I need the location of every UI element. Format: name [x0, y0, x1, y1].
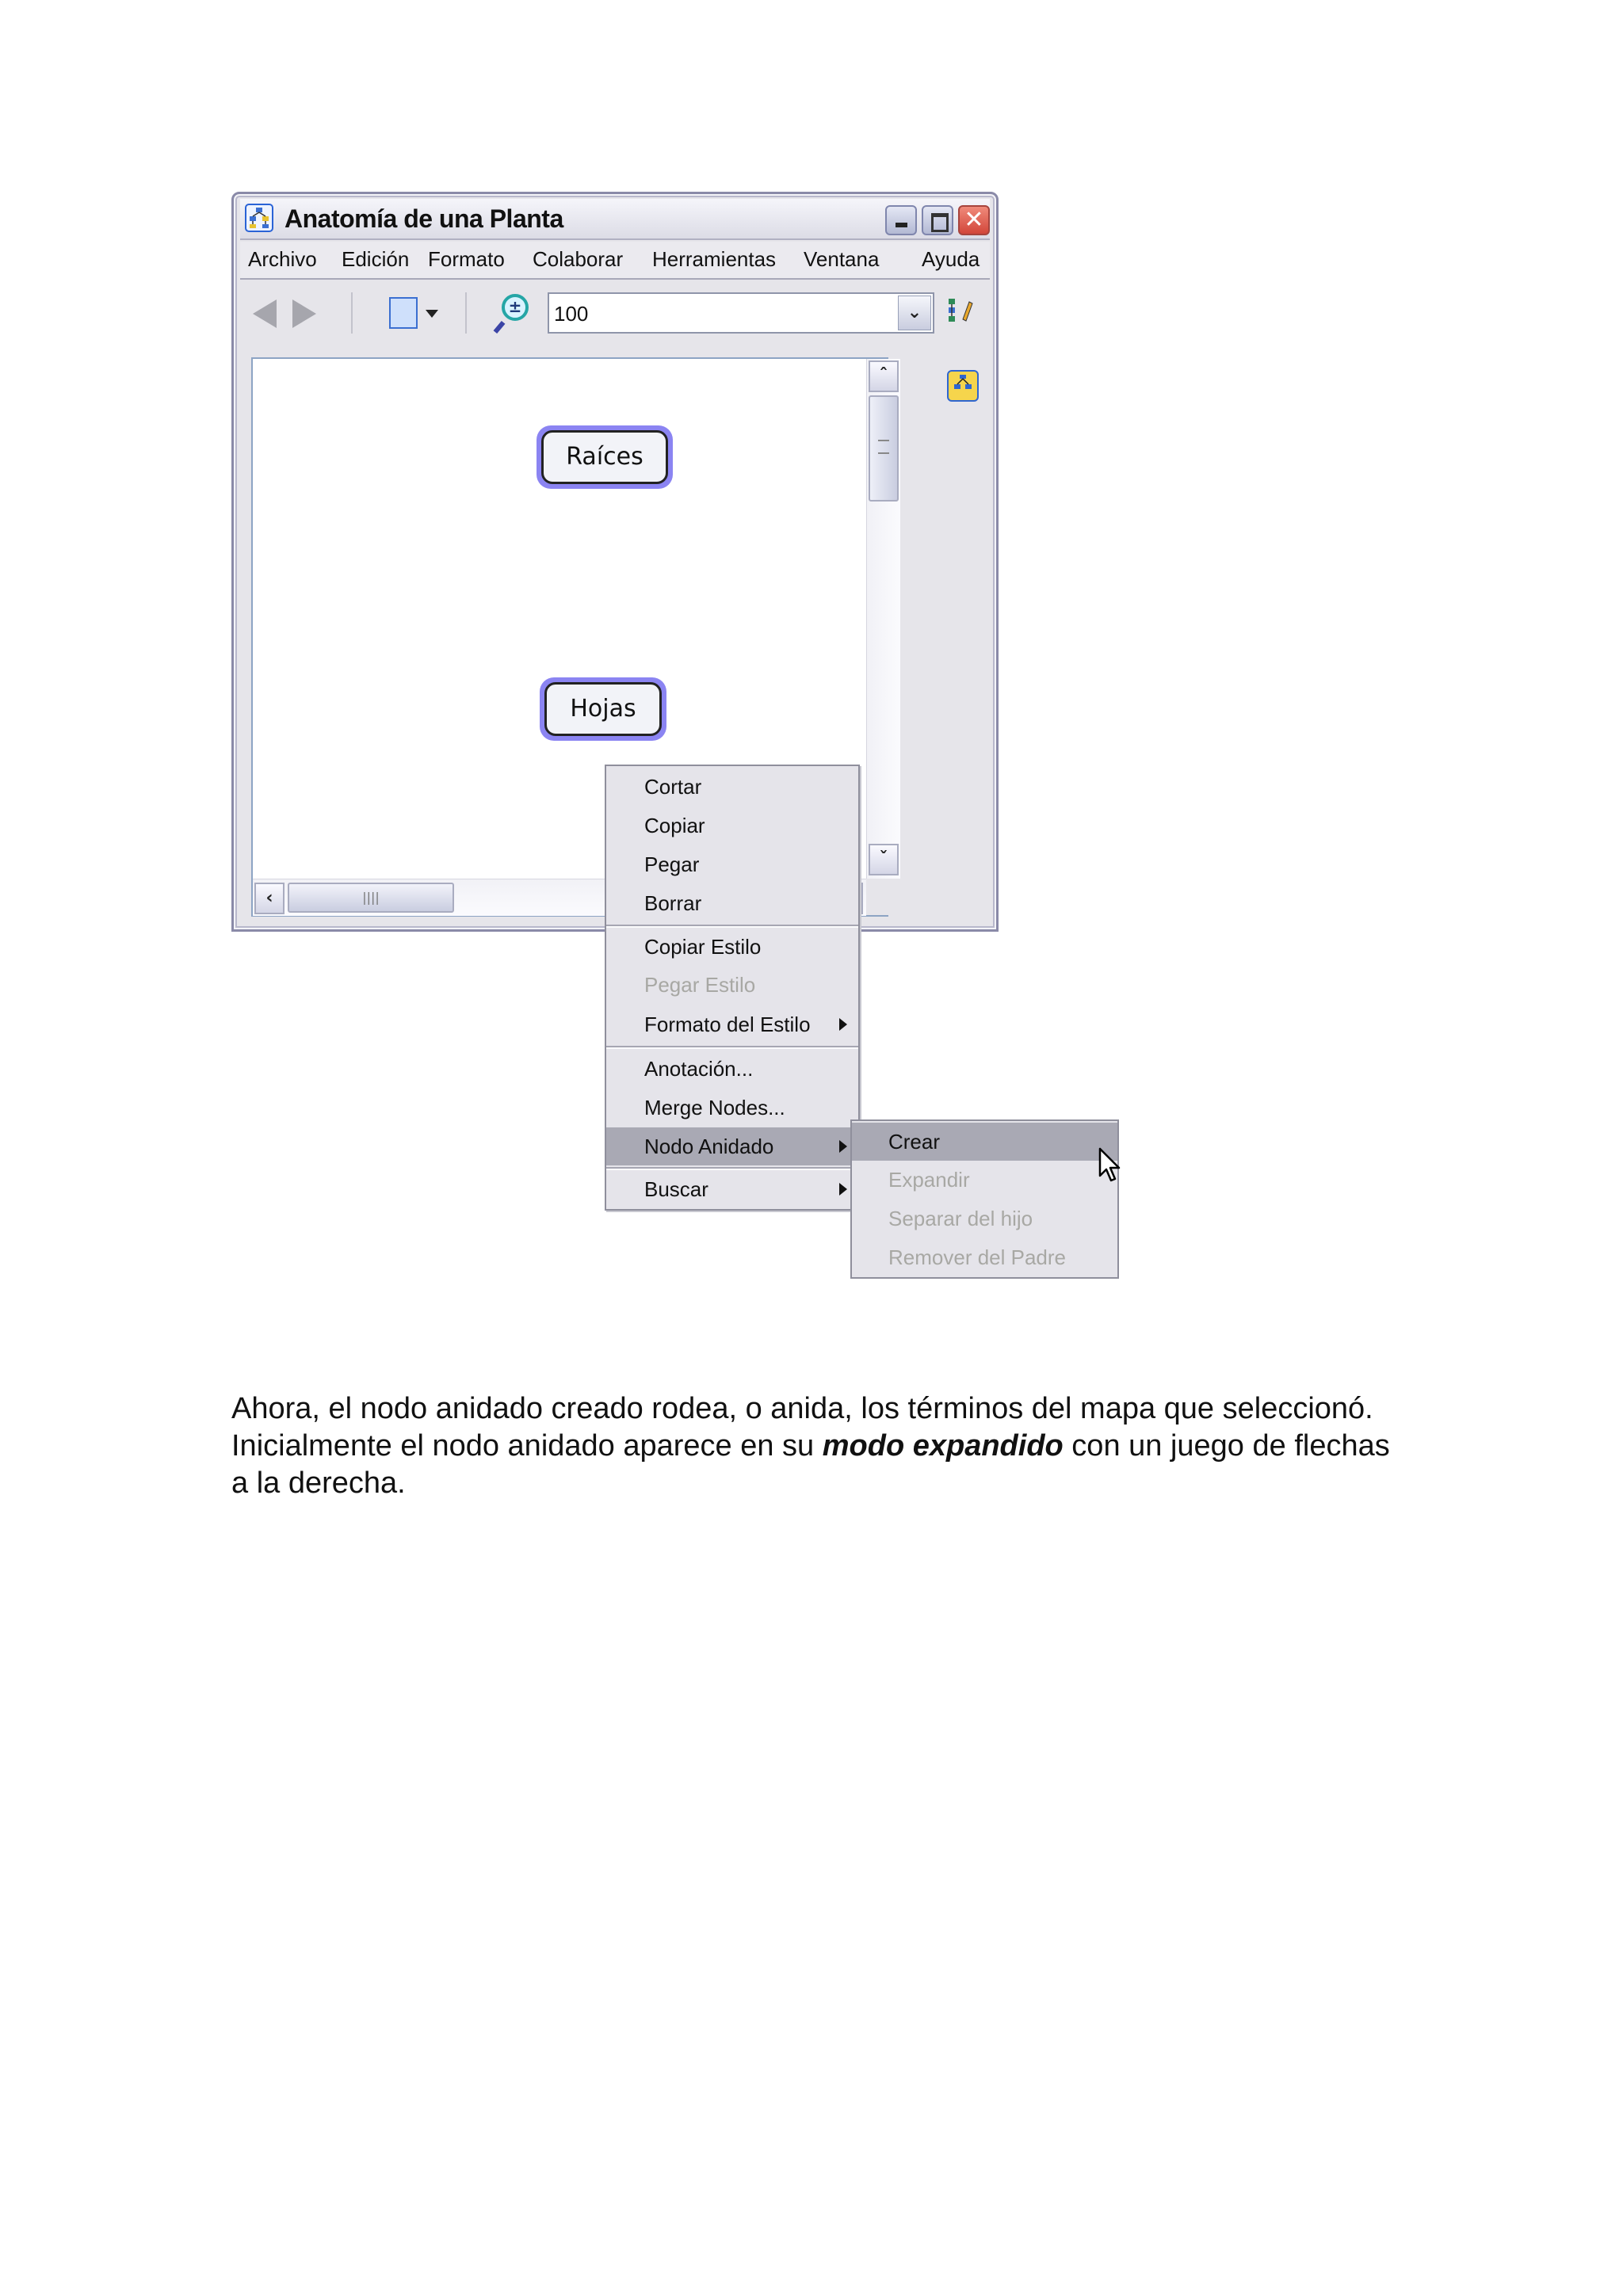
scroll-down-button[interactable]: ˇ [869, 844, 899, 875]
toolbar-separator [465, 292, 467, 334]
menu-archivo[interactable]: Archivo [248, 247, 317, 271]
submenu-arrow-icon [839, 1183, 847, 1196]
toolbar [240, 280, 990, 343]
concept-label: Raíces [541, 430, 668, 484]
concept-node-raices[interactable] [537, 425, 673, 489]
views-dropdown-caret-icon[interactable] [426, 310, 438, 318]
scroll-corner [866, 879, 899, 915]
menu-item-anotacion[interactable]: Anotación... [644, 1057, 754, 1081]
menu-item-nodo-anidado[interactable] [606, 1127, 858, 1165]
toolbar-separator [351, 292, 353, 334]
views-icon[interactable] [389, 297, 418, 329]
maximize-icon [931, 213, 949, 232]
zoom-combobox[interactable] [548, 292, 934, 334]
maximize-button[interactable] [922, 205, 953, 235]
menu-item-label: Formato del Estilo [644, 1013, 811, 1036]
chevron-down-icon: ⌄ [907, 303, 922, 322]
grip-icon [878, 440, 889, 454]
explanation-paragraph [231, 1390, 1396, 1502]
nested-node-submenu [850, 1119, 1119, 1279]
menu-item-merge-nodes[interactable]: Merge Nodes... [644, 1096, 785, 1119]
menu-item-label: Buscar [644, 1177, 708, 1201]
forward-arrow-icon[interactable] [292, 299, 316, 328]
menu-separator [606, 1046, 858, 1049]
menu-ayuda[interactable]: Ayuda [922, 247, 980, 271]
context-menu [605, 765, 860, 1211]
close-icon: ✕ [964, 206, 984, 234]
minimize-icon [896, 223, 907, 227]
submenu-item-crear[interactable]: Crear [852, 1123, 1117, 1161]
horizontal-scroll-thumb[interactable]: |||| [288, 883, 454, 913]
concept-node-hojas[interactable] [540, 677, 666, 741]
styles-editor-icon[interactable] [944, 296, 976, 327]
close-button[interactable] [958, 205, 990, 235]
scroll-up-button[interactable]: ˆ [869, 360, 899, 392]
menu-item-copiar[interactable]: Copiar [644, 814, 705, 837]
minimize-button[interactable] [885, 205, 917, 235]
vertical-scrollbar[interactable] [866, 359, 900, 879]
menu-ventana[interactable]: Ventana [804, 247, 880, 271]
window-title: Anatomía de una Planta [285, 204, 563, 233]
paragraph-text: Ahora, el nodo anidado creado rodea, o anida, los términos del mapa que seleccionó. Inicialmente el nodo anidado aparece en su [231, 1392, 1373, 1463]
scroll-left-button[interactable]: ‹ [254, 883, 285, 914]
zoom-magnifier-icon[interactable]: ± [502, 294, 529, 321]
menu-item-pegar[interactable]: Pegar [644, 852, 700, 876]
vertical-scroll-thumb[interactable] [869, 395, 899, 502]
menu-bar [240, 242, 990, 280]
menu-edicion[interactable]: Edición [342, 247, 410, 271]
menu-colaborar[interactable]: Colaborar [533, 247, 624, 271]
submenu-arrow-icon [839, 1140, 847, 1153]
menu-item-formato-del-estilo[interactable] [606, 1005, 858, 1043]
submenu-item-separar-del-hijo: Separar del hijo [888, 1207, 1033, 1230]
zoom-input[interactable] [549, 294, 888, 334]
submenu-item-expandir: Expandir [888, 1168, 970, 1192]
paragraph-emphasis: modo expandido [822, 1429, 1064, 1463]
menu-item-pegar-estilo: Pegar Estilo [644, 973, 756, 997]
title-bar[interactable] [240, 199, 990, 240]
menu-item-borrar[interactable]: Borrar [644, 891, 702, 915]
menu-herramientas[interactable]: Herramientas [652, 247, 777, 271]
menu-formato[interactable]: Formato [428, 247, 505, 271]
menu-item-cortar[interactable]: Cortar [644, 775, 702, 799]
concept-map-app-icon [245, 204, 273, 232]
menu-item-buscar[interactable] [606, 1170, 858, 1208]
menu-item-copiar-estilo[interactable]: Copiar Estilo [644, 935, 762, 959]
zoom-handle [494, 321, 506, 334]
back-arrow-icon[interactable] [253, 299, 277, 328]
concept-label: Hojas [544, 682, 662, 736]
submenu-item-remover-del-padre: Remover del Padre [888, 1245, 1066, 1269]
nested-node-palette-icon[interactable] [947, 370, 979, 402]
menu-item-label: Nodo Anidado [644, 1135, 774, 1158]
zoom-dropdown-button[interactable] [898, 296, 931, 330]
paragraph-text: con un juego de flechas a la derecha. [231, 1429, 1390, 1500]
submenu-arrow-icon [839, 1018, 847, 1031]
